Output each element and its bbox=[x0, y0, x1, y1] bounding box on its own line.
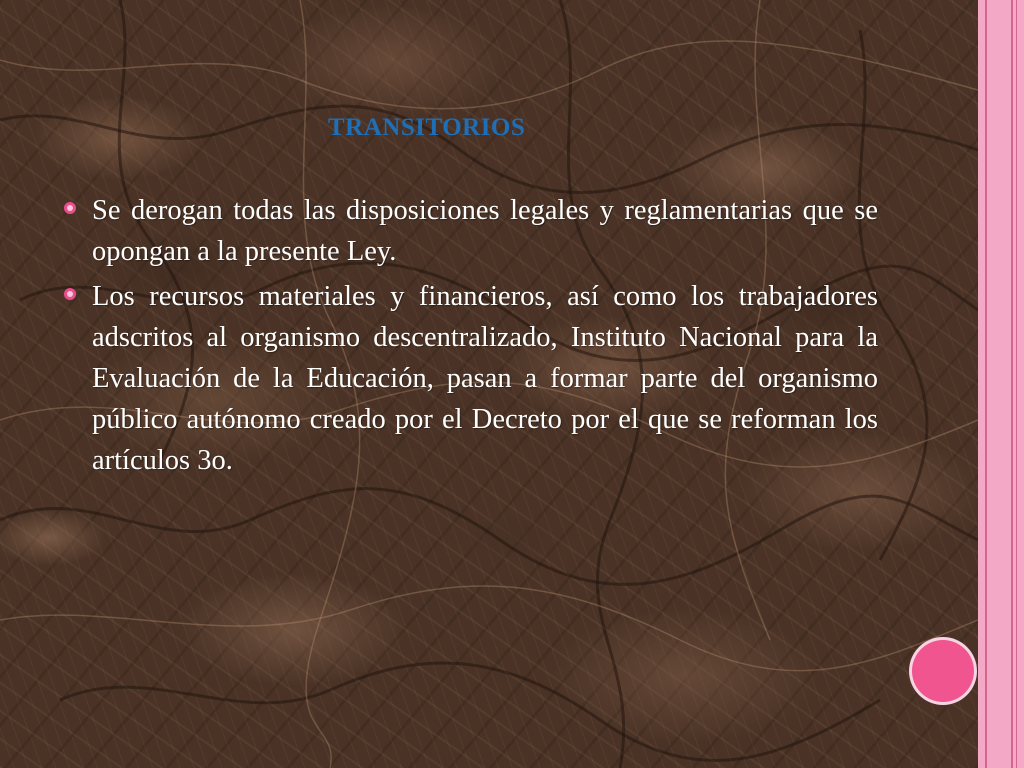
pink-ring-bullet-icon bbox=[64, 288, 76, 300]
bullet-text: Se derogan todas las disposiciones legales y reglamentarias que se opongan a la presente Ley. bbox=[92, 195, 878, 267]
bullet-item bbox=[62, 276, 878, 481]
pink-ring-bullet-icon bbox=[64, 202, 76, 214]
bullet-list bbox=[62, 190, 878, 485]
pink-circle-decoration bbox=[912, 640, 974, 702]
bullet-text: Los recursos materiales y financieros, así como los trabajadores adscritos al organismo descentralizado, Instituto Nacional para la Evaluación de la Educación, pasan a formar parte del organismo público autónomo creado por el Decreto por el que se reforman los artículos 3o. bbox=[92, 281, 878, 476]
border-line bbox=[985, 0, 987, 768]
border-line bbox=[1016, 0, 1017, 768]
border-line bbox=[1011, 0, 1013, 768]
bullet-item bbox=[62, 190, 878, 272]
slide-title: TRANSITORIOS bbox=[328, 114, 526, 141]
